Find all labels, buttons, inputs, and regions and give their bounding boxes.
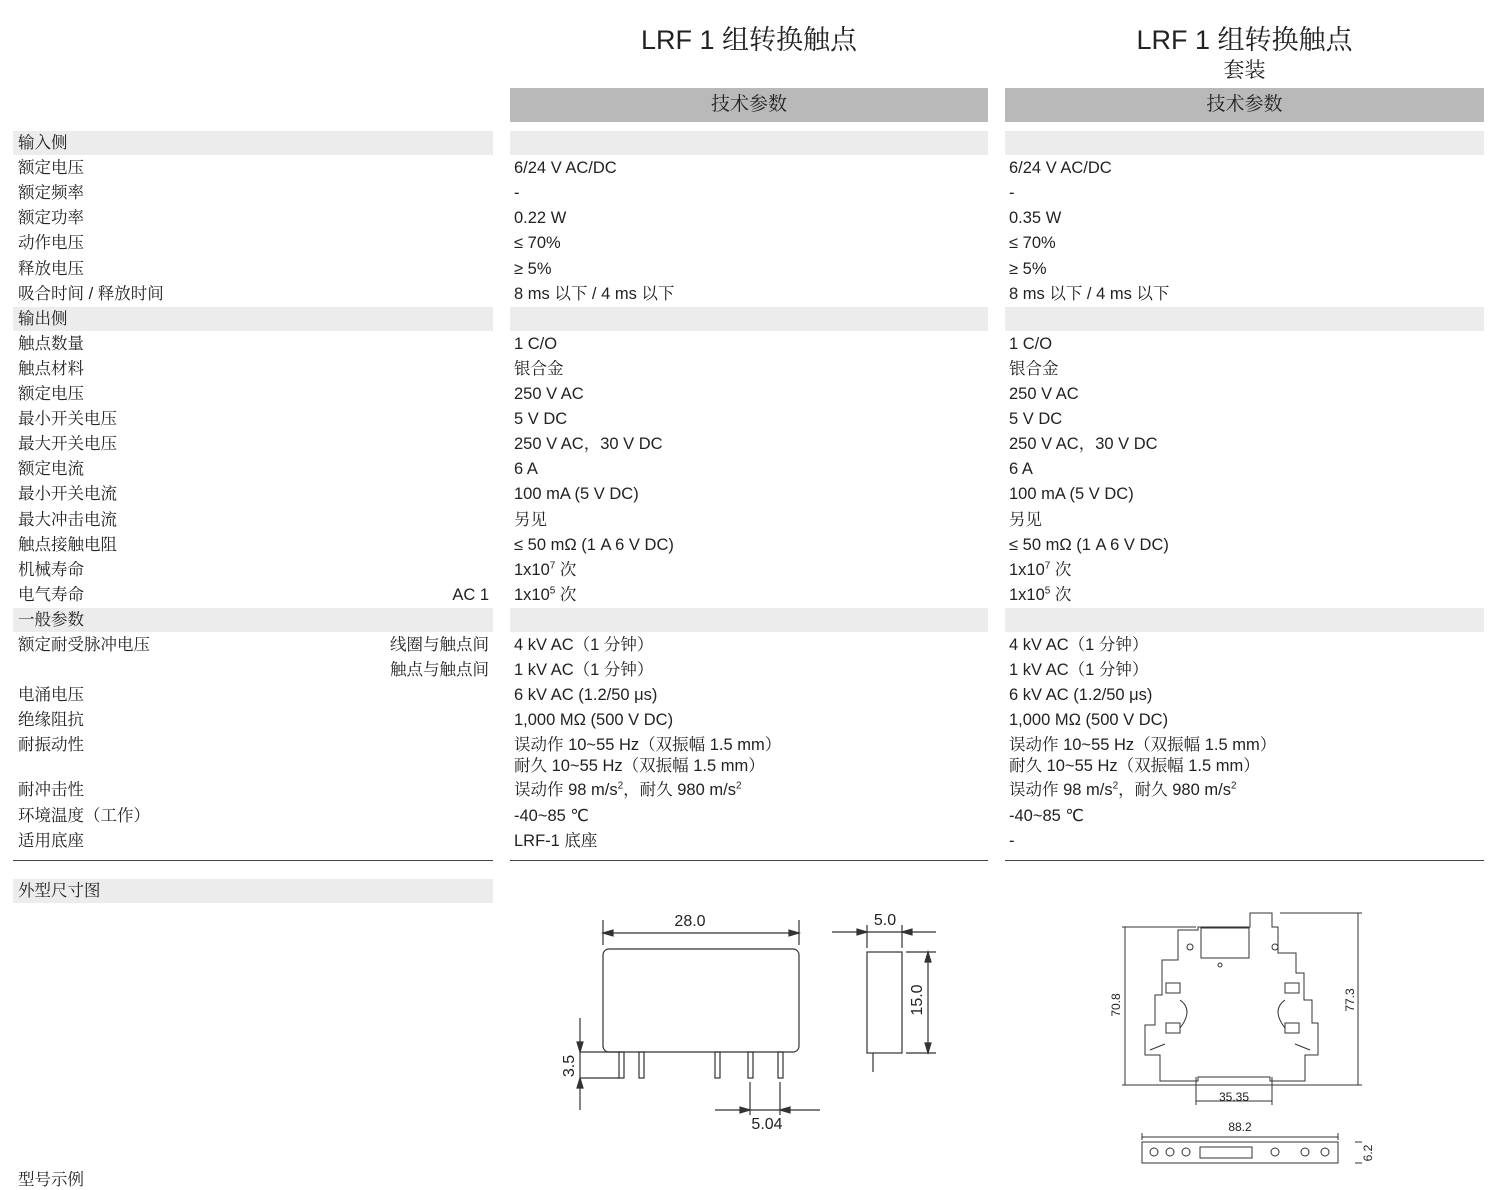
value-col1: ≤ 50 mΩ (1 A 6 V DC) — [514, 535, 674, 554]
value-col1: 误动作 10~55 Hz（双振幅 1.5 mm） — [514, 736, 782, 755]
value-col2: $1x10^7$ 次 — [1009, 560, 1072, 579]
row-label: 耐振动性 — [18, 736, 84, 755]
socket-inner-height-label: 70.8 — [1109, 993, 1123, 1017]
row-label: 动作电压 — [18, 234, 84, 253]
relay-pin-pitch-label: 5.04 — [751, 1116, 783, 1133]
relay-pin-length-label: 3.5 — [561, 1054, 578, 1078]
row-label: 电涌电压 — [18, 686, 84, 705]
table-bottom-rule-col2 — [1005, 860, 1484, 861]
value-col1: 1 C/O — [514, 334, 558, 353]
row-label: 最小开关电压 — [18, 410, 117, 429]
table-bottom-rule-left — [13, 860, 493, 861]
value-col1: 5 V DC — [514, 410, 568, 429]
value-col2: 6/24 V AC/DC — [1009, 159, 1112, 178]
row-label: 额定频率 — [18, 184, 84, 203]
socket-dimension-drawing — [1100, 905, 1400, 1170]
value-col2: 4 kV AC（1 分钟） — [1009, 636, 1149, 654]
section-band — [1005, 608, 1484, 632]
value-col1: 银合金 — [514, 359, 564, 378]
section-band — [510, 608, 988, 632]
section-band — [1005, 307, 1484, 331]
value-col1: 误动作 98 $m/s^2$，耐久 980 $m/s^2$ — [514, 780, 742, 800]
column-2-subtitle: 套装 — [1223, 59, 1266, 82]
column-2-title: LRF 1 组转换触点 — [1136, 25, 1353, 55]
section-band — [13, 131, 493, 155]
value-col1: 4 kV AC（1 分钟） — [514, 636, 654, 654]
value-col1: -40~85 ℃ — [514, 806, 589, 825]
section-band — [510, 131, 988, 155]
value-col2: ≤ 50 mΩ (1 A 6 V DC) — [1009, 535, 1169, 554]
value-col2: 1 kV AC（1 分钟） — [1009, 661, 1149, 680]
relay-height-label: 15.0 — [909, 984, 926, 1016]
value-col2: 误动作 98 $m/s^2$，耐久 980 $m/s^2$ — [1009, 780, 1237, 800]
relay-depth-label: 5.0 — [873, 912, 897, 929]
column-2-header: 技术参数 — [1005, 88, 1484, 122]
relay-width-label: 28.0 — [674, 913, 706, 930]
value-col1: - — [514, 184, 520, 203]
row-label: 机械寿命 — [18, 560, 84, 579]
value-col1: 6 kV AC (1.2/50 μs) — [514, 686, 658, 705]
value-col1: ≥ 5% — [514, 259, 552, 278]
row-label: 额定电压 — [18, 159, 84, 178]
row-sublabel: 触点与触点间 — [390, 661, 489, 680]
value-col2: ≥ 5% — [1009, 259, 1047, 278]
section-band — [13, 307, 493, 331]
row-label: 释放电压 — [18, 259, 84, 278]
value-col2-line2: 耐久 10~55 Hz（双振幅 1.5 mm） — [1009, 757, 1260, 776]
socket-base-width-label: 35.35 — [1218, 1090, 1250, 1104]
section-label: 一般参数 — [18, 610, 84, 629]
relay-dimension-drawing — [540, 900, 960, 1140]
socket-length-label: 88.2 — [1228, 1120, 1252, 1134]
value-col2: ≤ 70% — [1009, 234, 1056, 253]
value-col1: 8 ms 以下 / 4 ms 以下 — [514, 284, 675, 303]
row-label: 最小开关电流 — [18, 485, 117, 504]
value-col2: 6 kV AC (1.2/50 μs) — [1009, 686, 1153, 705]
value-col2: $1x10^5$ 次 — [1009, 585, 1072, 604]
section-band — [1005, 131, 1484, 155]
value-col1: 1,000 MΩ (500 V DC) — [514, 711, 674, 730]
value-col2: 250 V AC，30 V DC — [1009, 435, 1158, 454]
row-sublabel: AC 1 — [452, 585, 489, 604]
value-col1: ≤ 70% — [514, 234, 561, 253]
value-col2: - — [1009, 184, 1015, 203]
value-col1-line2: 耐久 10~55 Hz（双振幅 1.5 mm） — [514, 757, 765, 776]
table-bottom-rule-col1 — [510, 860, 988, 861]
value-col1: 另见 — [514, 510, 547, 529]
row-label: 吸合时间 / 释放时间 — [18, 284, 164, 303]
value-col1: 250 V AC，30 V DC — [514, 435, 663, 454]
row-label: 触点数量 — [18, 334, 84, 353]
row-sublabel: 线圈与触点间 — [390, 636, 489, 654]
value-col2: 0.35 W — [1009, 209, 1062, 228]
row-label: 适用底座 — [18, 831, 84, 850]
row-label: 触点材料 — [18, 359, 84, 378]
row-label: 环境温度（工作） — [18, 806, 150, 825]
socket-thickness-label: 6.2 — [1361, 1144, 1375, 1162]
value-col2: -40~85 ℃ — [1009, 806, 1084, 825]
section-band — [13, 608, 493, 632]
footer-text: 型号示例 — [18, 1171, 84, 1189]
value-col1: 0.22 W — [514, 209, 567, 228]
dimensions-section-label: 外型尺寸图 — [18, 882, 101, 900]
section-label: 输入侧 — [18, 134, 68, 152]
value-col2: 250 V AC — [1009, 385, 1079, 403]
value-col2: 1,000 MΩ (500 V DC) — [1009, 711, 1169, 730]
value-col2: 8 ms 以下 / 4 ms 以下 — [1009, 284, 1170, 303]
row-label: 额定功率 — [18, 209, 84, 228]
value-col2: 1 C/O — [1009, 334, 1053, 353]
value-col2: 6 A — [1009, 460, 1033, 479]
value-col2: 另见 — [1009, 510, 1042, 529]
value-col1: 6/24 V AC/DC — [514, 159, 617, 178]
value-col2: 5 V DC — [1009, 410, 1063, 429]
value-col1: $1x10^5$ 次 — [514, 585, 577, 604]
value-col1: 6 A — [514, 460, 538, 479]
value-col2: 误动作 10~55 Hz（双振幅 1.5 mm） — [1009, 736, 1277, 755]
value-col1: $1x10^7$ 次 — [514, 560, 577, 579]
section-label: 输出侧 — [18, 309, 68, 328]
value-col2: - — [1009, 831, 1015, 850]
row-label: 电气寿命 — [18, 585, 84, 604]
row-label: 绝缘阻抗 — [18, 711, 84, 730]
value-col1: 250 V AC — [514, 385, 584, 403]
row-label: 耐冲击性 — [18, 781, 84, 800]
column-1-header: 技术参数 — [510, 88, 988, 122]
value-col1: LRF-1 底座 — [514, 831, 598, 850]
value-col2: 银合金 — [1009, 359, 1059, 378]
value-col1: 1 kV AC（1 分钟） — [514, 661, 654, 680]
row-label: 额定耐受脉冲电压 — [18, 636, 150, 654]
value-col2: 100 mA (5 V DC) — [1009, 485, 1134, 504]
row-label: 额定电流 — [18, 460, 84, 479]
row-label: 额定电压 — [18, 385, 84, 403]
value-col1: 100 mA (5 V DC) — [514, 485, 639, 504]
row-label: 最大冲击电流 — [18, 510, 117, 529]
socket-outer-height-label: 77.3 — [1343, 988, 1357, 1012]
row-label: 最大开关电压 — [18, 435, 117, 454]
row-label: 触点接触电阻 — [18, 535, 117, 554]
section-band — [510, 307, 988, 331]
column-1-title: LRF 1 组转换触点 — [640, 25, 858, 55]
